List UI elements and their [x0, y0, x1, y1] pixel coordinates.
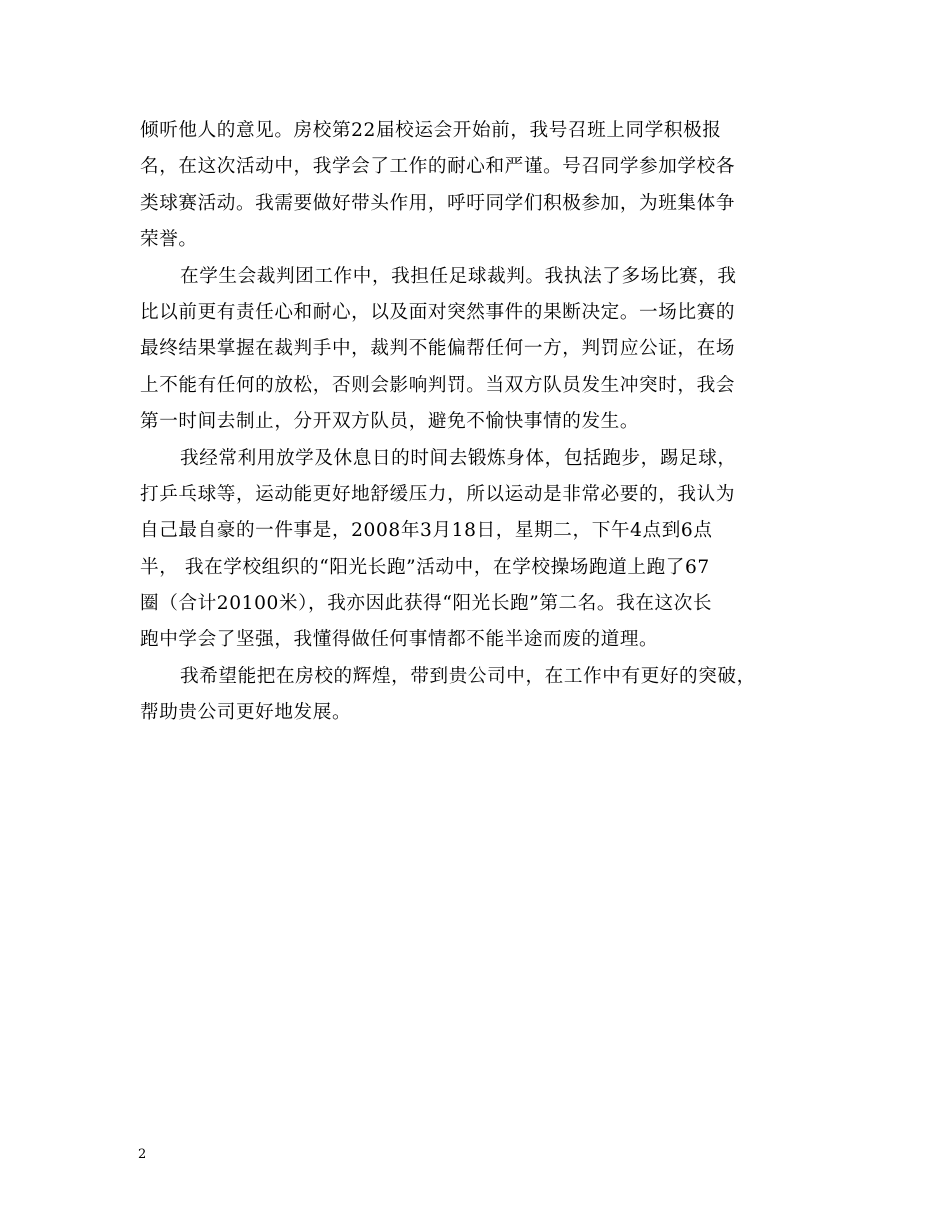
text-line: 我希望能把在房校的辉煌，带到贵公司中，在工作中有更好的突破， [180, 665, 756, 687]
text-line: 跑中学会了坚强，我懂得做任何事情都不能半途而废的道理。 [140, 629, 659, 651]
text-line: 我经常利用放学及休息日的时间去锻炼身体，包括跑步，踢足球， [180, 447, 737, 469]
text-line: 圈（合计20100米），我亦因此获得“阳光长跑”第二名。我在这次长 [140, 593, 713, 615]
body-text [140, 113, 820, 732]
text-line: 上不能有任何的放松，否则会影响判罚。当双方队员发生冲突时，我会 [140, 374, 736, 396]
text-line: 在学生会裁判团工作中，我担任足球裁判。我执法了多场比赛，我 [180, 265, 737, 287]
text-line: 类球赛活动。我需要做好带头作用，呼吁同学们积极参加，为班集体争 [140, 192, 736, 214]
text-line: 倾听他人的意见。房校第22届校运会开始前，我号召班上同学积极报 [140, 120, 722, 141]
page-number: 2 [138, 1147, 147, 1162]
text-line: 打乒乓球等，运动能更好地舒缓压力，所以运动是非常必要的，我认为 [140, 483, 736, 505]
text-line: 荣誉。 [140, 229, 198, 251]
text-line: 最终结果掌握在裁判手中，裁判不能偏帮任何一方，判罚应公证，在场 [140, 338, 736, 360]
text-line: 自己最自豪的一件事是，2008年3月18日，星期二，下午4点到6点 [140, 520, 713, 542]
text-line: 帮助贵公司更好地发展。 [140, 702, 352, 724]
text-line: 比以前更有责任心和耐心，以及面对突然事件的果断决定。一场比赛的 [140, 301, 736, 323]
text-line: 名，在这次活动中，我学会了工作的耐心和严谨。号召同学参加学校各 [140, 156, 736, 178]
text-line: 第一时间去制止，分开双方队员，避免不愉快事情的发生。 [140, 411, 640, 433]
text-line: 半， 我在学校组织的“阳光长跑”活动中，在学校操场跑道上跑了67 [140, 556, 710, 578]
